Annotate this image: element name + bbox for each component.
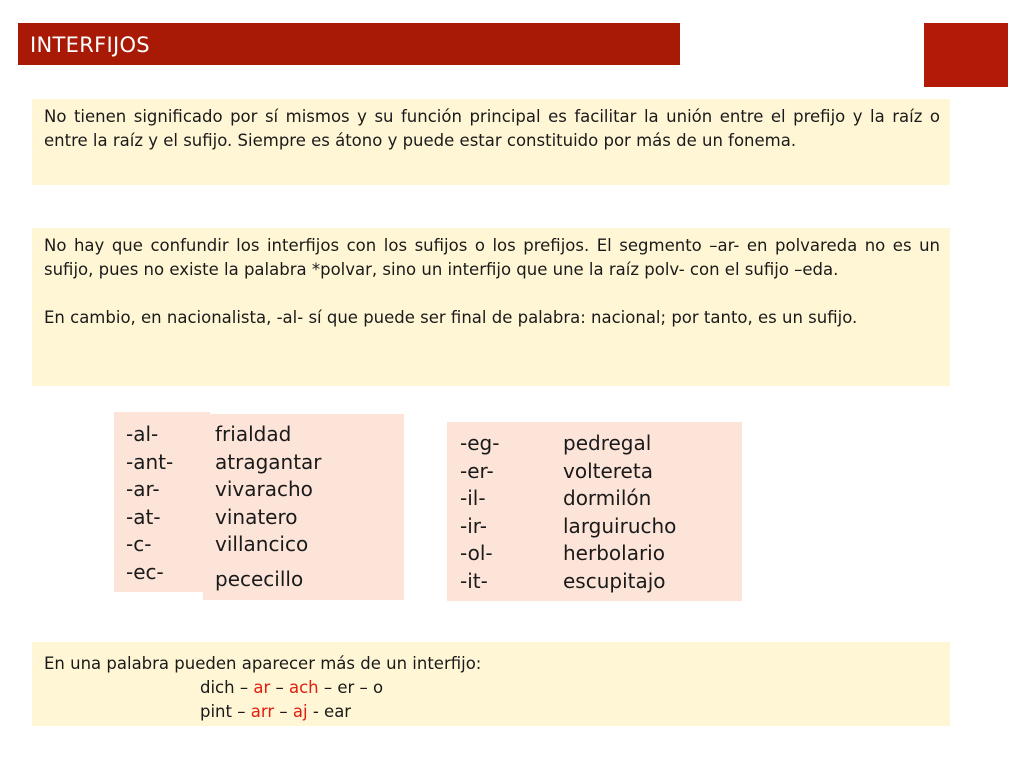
decorative-corner-block <box>924 23 1008 87</box>
example-word: frialdad <box>215 422 292 446</box>
example-word: dormilón <box>563 486 652 510</box>
multiple-interfix-box <box>32 642 950 726</box>
left-word-column <box>215 421 322 593</box>
interfix-item: -at- <box>126 504 161 529</box>
highlighted-interfix: ach <box>289 678 319 697</box>
interfix-item: -ol- <box>460 541 493 565</box>
confusion-text: No hay que confundir los interfijos con los sufijos o los prefijos. El segmento –ar- en polvareda no es un sufijo, pues no existe la palabra *polvar, sino un interfijo que une la raíz polv- con el sufijo –eda. <box>44 236 940 279</box>
highlighted-interfix: aj <box>292 702 308 721</box>
example-word: larguirucho <box>563 513 677 538</box>
interfix-item: -al- <box>126 422 159 446</box>
interfix-item: -c- <box>126 532 152 556</box>
separator: – <box>274 702 293 721</box>
interfix-item: -ar- <box>126 477 160 501</box>
highlighted-interfix: ar <box>253 678 271 697</box>
interfix-item: -ant- <box>126 449 174 474</box>
interfix-item: -er- <box>460 458 494 483</box>
example-word: vivaracho <box>215 477 313 501</box>
interfix-item: -ec- <box>126 559 164 584</box>
definition-text: No tienen significado por sí mismos y su función principal es facilitar la unión entre el prefijo y la raíz o entre la raíz y el sufijo. Siempre es átono y puede estar constituido por más de un fonema. <box>44 107 940 150</box>
confusion-box <box>32 228 950 386</box>
interfix-item: -it- <box>460 568 488 593</box>
interfix-item: -il- <box>460 486 486 510</box>
example-rest: - ear <box>307 702 352 721</box>
slide-title: INTERFIJOS <box>18 23 680 65</box>
contrast-text: En cambio, en nacionalista, -al- sí que puede ser final de palabra: nacional; por tanto, es un sufijo. <box>44 308 858 327</box>
left-interfix-column <box>126 421 173 586</box>
example-word: pedregal <box>563 431 652 455</box>
interfix-item: -ir- <box>460 513 487 538</box>
example-word: atragantar <box>215 449 322 474</box>
example-word: pececillo <box>215 566 304 591</box>
example-root: pint <box>200 702 232 721</box>
right-word-column <box>563 430 676 595</box>
example-root: dich <box>200 678 235 697</box>
example-word: escupitajo <box>563 568 666 593</box>
highlighted-interfix: arr <box>250 702 275 721</box>
example-dicharachero <box>44 676 940 700</box>
example-word: herbolario <box>563 541 665 565</box>
definition-box <box>32 99 950 185</box>
example-word: voltereta <box>563 458 653 483</box>
example-rest: – er – o <box>318 678 384 697</box>
example-pintarrajear <box>44 700 940 724</box>
separator: – <box>232 702 251 721</box>
separator: – <box>270 678 289 697</box>
example-word: vinatero <box>215 504 298 529</box>
separator: – <box>234 678 254 697</box>
interfix-item: -eg- <box>460 431 500 455</box>
multiple-intro: En una palabra pueden aparecer más de un interfijo: <box>44 654 482 673</box>
right-interfix-column <box>460 430 499 595</box>
example-word: villancico <box>215 532 309 556</box>
